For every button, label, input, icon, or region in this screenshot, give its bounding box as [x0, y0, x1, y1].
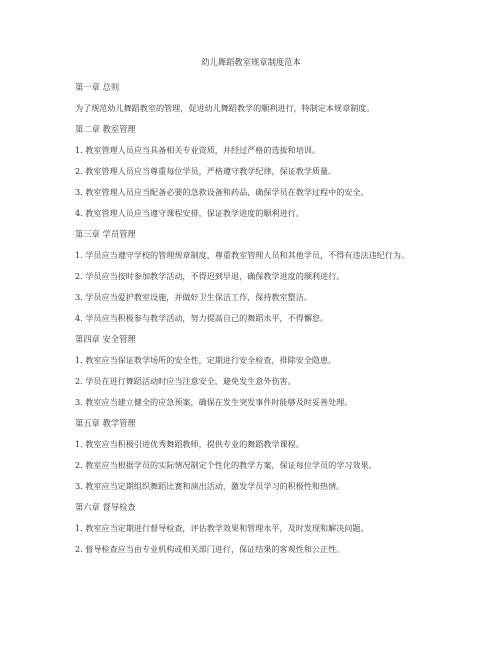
chapter-paragraph: 3. 教室管理人员应当配备必要的急救设备和药品，确保学员在教学过程中的安全。 [75, 187, 369, 197]
chapter-paragraph: 1. 学员应当遵守学校的管理规章制度，尊重教室管理人员和其他学员，不得有违法违纪行为。 [75, 250, 410, 260]
chapter-heading: 第二章 教室管理 [75, 124, 136, 134]
chapter-heading: 第四章 安全管理 [75, 334, 136, 344]
chapter-heading: 第五章 教学管理 [75, 418, 136, 428]
chapter-paragraph: 3. 学员应当爱护教室设施，并做好卫生保洁工作，保持教室整洁。 [75, 292, 312, 302]
chapter-paragraph: 为了规范幼儿舞蹈教室的管理，促进幼儿舞蹈教学的顺利进行，特制定本规章制度。 [75, 103, 375, 113]
chapter-paragraph: 2. 学员应当按时参加教学活动，不得迟到早退，确保教学进度的顺利进行。 [75, 271, 345, 281]
chapter-paragraph: 1. 教室应当积极引进优秀舞蹈教师，提供专业的舞蹈教学课程。 [75, 439, 304, 449]
document-body [75, 56, 427, 564]
chapter-heading: 第三章 学员管理 [75, 229, 136, 239]
chapter-paragraph: 2. 教室应当根据学员的实际情况制定个性化的教学方案，保证每位学员的学习效果。 [75, 460, 377, 470]
chapter-paragraph: 1. 教室应当保证教学场所的安全性，定期进行安全检查，排除安全隐患。 [75, 355, 337, 365]
chapter-paragraph: 4. 学员应当积极参与教学活动，努力提高自己的舞蹈水平，不得懈怠。 [75, 313, 329, 323]
chapter-paragraph: 3. 教室应当定期组织舞蹈比赛和演出活动，激发学员学习的积极性和热情。 [75, 481, 345, 491]
chapter-heading: 第一章 总则 [75, 82, 120, 92]
chapter-paragraph: 1. 教室应当定期进行督导检查，评估教学效果和管理水平，及时发现和解决问题。 [75, 523, 369, 533]
chapter-heading: 第六章 督导检查 [75, 502, 136, 512]
chapter-paragraph: 2. 督导检查应当由专业机构或相关部门进行，保证结果的客观性和公正性。 [75, 544, 345, 554]
chapter-paragraph: 2. 学员在进行舞蹈活动时应当注意安全，避免发生意外伤害。 [75, 376, 296, 386]
document-title: 幼儿舞蹈教室规章制度范本 [201, 57, 301, 67]
chapter-paragraph: 4. 教室管理人员应当遵守课程安排，保证教学进度的顺利进行。 [75, 208, 304, 218]
chapter-paragraph: 2. 教室管理人员应当尊重每位学员，严格遵守教学纪律，保证教学质量。 [75, 166, 337, 176]
chapter-paragraph: 3. 教室应当建立健全的应急预案，确保在发生突发事件时能够及时妥善处理。 [75, 397, 353, 407]
chapter-paragraph: 1. 教室管理人员应当具备相关专业资质，并经过严格的选拔和培训。 [75, 145, 321, 155]
